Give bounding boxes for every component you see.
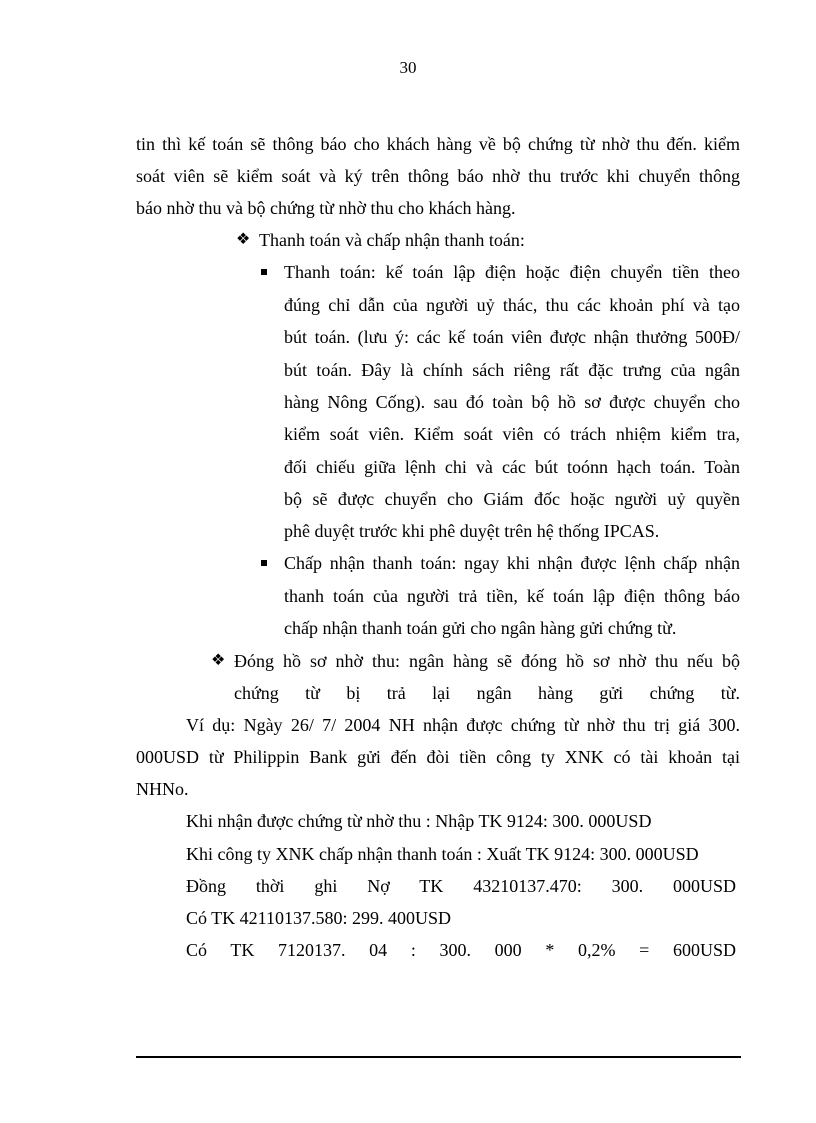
example-line: 000USD từ Philippin Bank gửi đến đòi tiền công ty XNK có tài khoản tại <box>136 747 740 767</box>
list-item-line: Chấp nhận thanh toán: ngay khi nhận được lệnh chấp nhận <box>284 553 740 573</box>
list-item-line: hàng Nông Cống). sau đó toàn bộ hồ sơ được chuyển cho <box>284 392 740 412</box>
list-item-line: kiểm soát viên. Kiểm soát viên có trách nhiệm kiểm tra, <box>284 424 740 444</box>
list-item-line: thanh toán của người trả tiền, kế toán lập điện thông báo <box>284 586 740 606</box>
list-item-line: chấp nhận thanh toán gửi cho ngân hàng gửi chứng từ. <box>284 618 677 638</box>
example-line: Ví dụ: Ngày 26/ 7/ 2004 NH nhận được chứng từ nhờ thu trị giá 300. <box>186 715 740 735</box>
section-heading: Thanh toán và chấp nhận thanh toán: <box>259 230 525 250</box>
list-item-line: đối chiếu giữa lệnh chi và các bút toónn hạch toán. Toàn <box>284 457 740 477</box>
page-number: 30 <box>399 58 417 77</box>
entry-line: Có TK 7120137. 04 : 300. 000 * 0,2% = 600USD <box>186 940 736 960</box>
list-item-line: bộ sẽ được chuyển cho Giám đốc hoặc người uỷ quyền <box>284 489 740 509</box>
list-item-line: phê duyệt trước khi phê duyệt trên hệ thống IPCAS. <box>284 521 660 541</box>
list-item-line: bút toán. (lưu ý: các kế toán viên được nhận thưởng 500Đ/ <box>284 327 740 347</box>
entry-line: Khi nhận được chứng từ nhờ thu : Nhập TK 9124: 300. 000USD <box>186 811 652 831</box>
example-line: NHNo. <box>136 779 189 799</box>
footer-rule <box>136 1056 741 1058</box>
diamond-bullet-icon: ❖ <box>211 652 226 669</box>
entry-line: Có TK 42110137.580: 299. 400USD <box>186 908 452 928</box>
entry-line: Đồng thời ghi Nợ TK 43210137.470: 300. 000USD <box>186 876 736 896</box>
list-item-line: Thanh toán: kế toán lập điện hoặc điện chuyển tiền theo <box>284 262 740 282</box>
paragraph-line: báo nhờ thu và bộ chứng từ nhờ thu cho khách hàng. <box>136 198 516 218</box>
list-item-line: bút toán. Đây là chính sách riêng rất đặc trưng của ngân <box>284 360 740 380</box>
diamond-bullet-icon: ❖ <box>236 231 251 248</box>
entry-line: Khi công ty XNK chấp nhận thanh toán : Xuất TK 9124: 300. 000USD <box>186 844 699 864</box>
paragraph-line: tin thì kế toán sẽ thông báo cho khách hàng về bộ chứng từ nhờ thu đến. kiểm <box>136 134 740 154</box>
section-line: chứng từ bị trả lại ngân hàng gửi chứng từ. <box>234 683 740 703</box>
section-line: Đóng hồ sơ nhờ thu: ngân hàng sẽ đóng hồ sơ nhờ thu nếu bộ <box>234 651 740 671</box>
square-bullet-icon <box>261 560 267 566</box>
square-bullet-icon <box>261 269 267 275</box>
list-item-line: đúng chỉ dẫn của người uỷ thác, thu các khoản phí và tạo <box>284 295 740 315</box>
paragraph-line: soát viên sẽ kiểm soát và ký trên thông báo nhờ thu trước khi chuyển thông <box>136 166 740 186</box>
